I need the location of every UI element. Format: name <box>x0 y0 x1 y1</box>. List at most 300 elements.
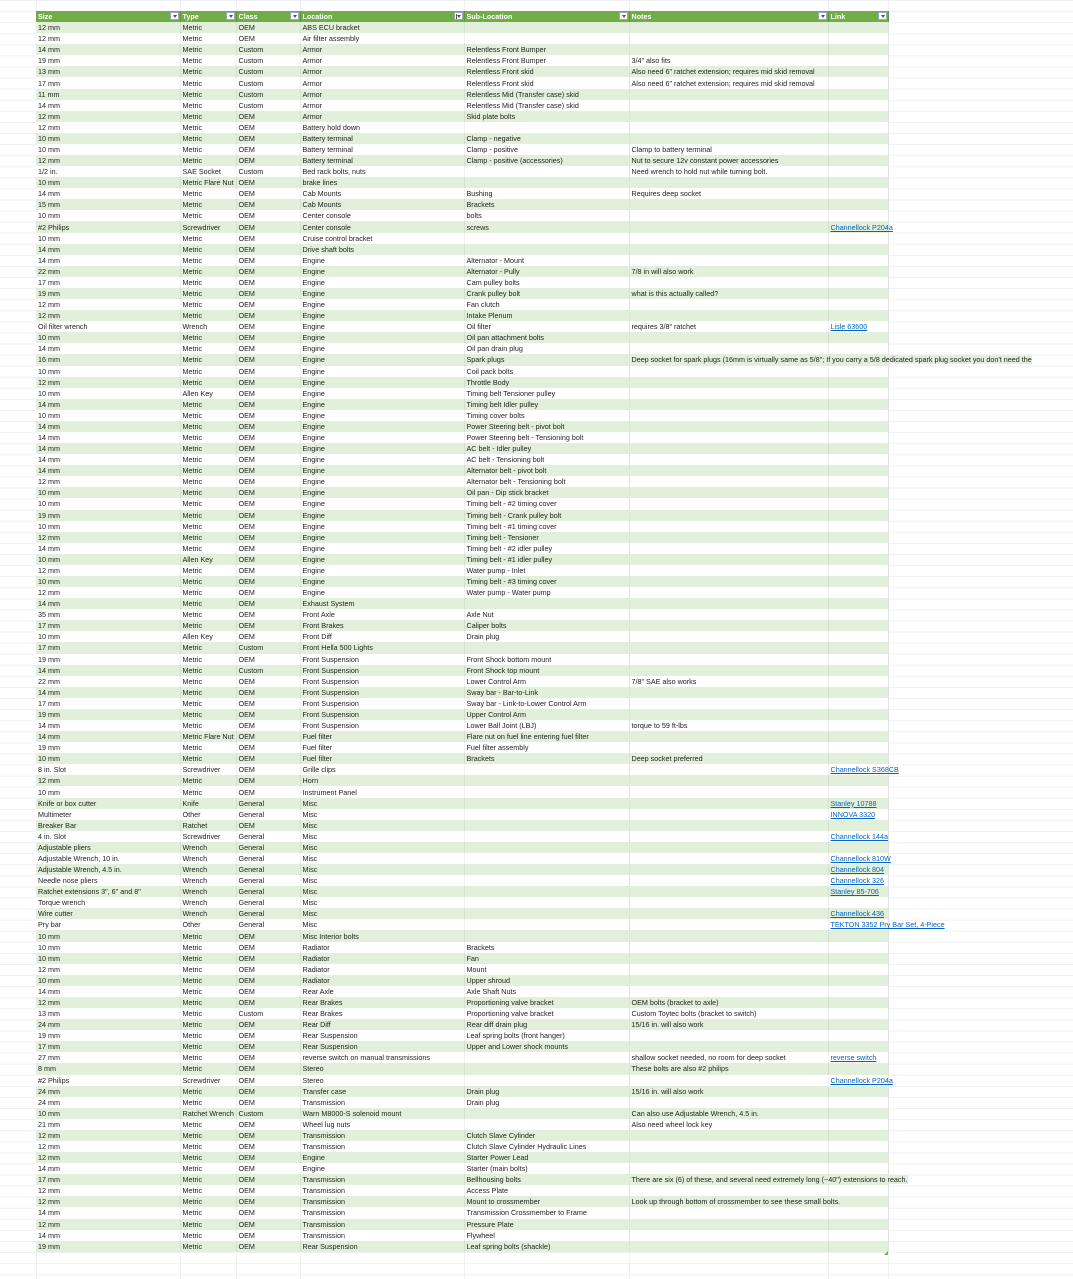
cell-notes <box>629 310 828 321</box>
cell-class: OEM <box>236 975 300 986</box>
cell-size: 12 mm <box>36 111 180 122</box>
table-row <box>36 576 888 587</box>
cell-link <box>828 676 888 687</box>
cell-link <box>828 742 888 753</box>
cell-location: Engine <box>300 454 464 465</box>
cell-type: Metric <box>180 620 236 631</box>
cell-sub-location: Power Steering belt - pivot bolt <box>464 421 629 432</box>
table-row <box>36 144 888 155</box>
cell-notes <box>629 377 828 388</box>
cell-link <box>828 55 888 66</box>
cell-type: Metric <box>180 709 236 720</box>
cell-location: Transfer case <box>300 1086 464 1097</box>
cell-size: 10 mm <box>36 554 180 565</box>
cell-notes <box>629 842 828 853</box>
cell-size: 10 mm <box>36 177 180 188</box>
cell-class: OEM <box>236 731 300 742</box>
cell-sub-location <box>464 864 629 875</box>
notes-text: torque to 59 ft-lbs <box>631 721 688 731</box>
notes-text: Also need 6" ratchet extension; requires mid skid removal <box>631 67 815 77</box>
cell-sub-location <box>464 930 629 941</box>
cell-size: 22 mm <box>36 266 180 277</box>
table-row <box>36 188 888 199</box>
cell-sub-location: Leaf spring bolts (front hanger) <box>464 1030 629 1041</box>
cell-location: Armor <box>300 111 464 122</box>
filter-notes-button[interactable] <box>818 12 827 20</box>
cell-class: OEM <box>236 133 300 144</box>
cell-link <box>828 199 888 210</box>
cell-location: Front Suspension <box>300 687 464 698</box>
cell-class: OEM <box>236 753 300 764</box>
cell-size: 10 mm <box>36 786 180 797</box>
cell-size: 10 mm <box>36 144 180 155</box>
cell-link[interactable]: Channellock P204a <box>828 1075 888 1086</box>
cell-class: General <box>236 908 300 919</box>
filter-sub-location-button[interactable] <box>619 12 628 20</box>
cell-link <box>828 288 888 299</box>
cell-type: Metric <box>180 1230 236 1241</box>
cell-type: Metric <box>180 964 236 975</box>
cell-location: Cab Mounts <box>300 188 464 199</box>
cell-class: Custom <box>236 642 300 653</box>
cell-location: Front Suspension <box>300 654 464 665</box>
table-row <box>36 199 888 210</box>
cell-location: Battery terminal <box>300 144 464 155</box>
cell-sub-location: Intake Plenum <box>464 310 629 321</box>
cell-sub-location: Relentless Mid (Transfer case) skid <box>464 89 629 100</box>
cell-link[interactable]: Channellock 810W <box>828 853 888 864</box>
cell-link <box>828 642 888 653</box>
notes-text: 7/8 in will also work <box>631 266 694 276</box>
cell-type: Metric <box>180 786 236 797</box>
cell-location: Transmission <box>300 1230 464 1241</box>
cell-type: Metric <box>180 687 236 698</box>
cell-type: Metric <box>180 565 236 576</box>
cell-size: 14 mm <box>36 1163 180 1174</box>
cell-class: OEM <box>236 1041 300 1052</box>
table-row <box>36 753 888 764</box>
cell-size: 14 mm <box>36 432 180 443</box>
cell-size: 17 mm <box>36 77 180 88</box>
notes-text: shallow socket needed, no room for deep socket <box>631 1053 786 1063</box>
cell-size: 14 mm <box>36 598 180 609</box>
cell-size: 22 mm <box>36 676 180 687</box>
cell-size: 14 mm <box>36 188 180 199</box>
cell-notes <box>629 1119 828 1130</box>
cell-type: Metric <box>180 1063 236 1074</box>
table-row <box>36 487 888 498</box>
notes-text: These bolts are also #2 philips <box>631 1064 729 1074</box>
cell-size: 13 mm <box>36 66 180 77</box>
cell-size: Breaker Bar <box>36 820 180 831</box>
table-row <box>36 565 888 576</box>
cell-sub-location: Flywheel <box>464 1230 629 1241</box>
cell-link <box>828 366 888 377</box>
cell-class: OEM <box>236 1019 300 1030</box>
cell-link[interactable]: reverse switch <box>828 1052 888 1063</box>
cell-size: 14 mm <box>36 255 180 266</box>
cell-sub-location: Oil filter <box>464 321 629 332</box>
cell-link <box>828 188 888 199</box>
cell-link[interactable]: TEKTON 3352 Pry Bar Set, 4-Piece <box>828 919 888 930</box>
table-row <box>36 1152 888 1163</box>
table-row <box>36 764 888 775</box>
cell-size: 10 mm <box>36 576 180 587</box>
cell-size: 24 mm <box>36 1097 180 1108</box>
column-header-label: Type <box>182 12 199 22</box>
cell-location: Transmission <box>300 1196 464 1207</box>
table-row <box>36 1108 888 1119</box>
filter-size-button[interactable] <box>170 12 179 20</box>
cell-link[interactable]: Channellock 144a <box>828 831 888 842</box>
cell-sub-location: AC belt - Idler pulley <box>464 443 629 454</box>
cell-size: 14 mm <box>36 421 180 432</box>
cell-location: Front Suspension <box>300 665 464 676</box>
table-row <box>36 266 888 277</box>
cell-sub-location <box>464 233 629 244</box>
cell-sub-location: Proportioning valve bracket <box>464 997 629 1008</box>
cell-link <box>828 654 888 665</box>
cell-notes <box>629 288 828 299</box>
filter-type-button[interactable] <box>226 12 235 20</box>
table-row <box>36 1119 888 1130</box>
table-row <box>36 930 888 941</box>
cell-size: 14 mm <box>36 731 180 742</box>
cell-location: Front Hella 500 Lights <box>300 642 464 653</box>
column-header-type[interactable] <box>180 11 236 22</box>
column-header-sub-location[interactable] <box>464 11 629 22</box>
cell-notes <box>629 1063 828 1074</box>
cell-link[interactable]: Stanley 10788 <box>828 798 888 809</box>
column-header-class[interactable] <box>236 11 300 22</box>
cell-location: Engine <box>300 521 464 532</box>
cell-class: OEM <box>236 465 300 476</box>
cell-type: Metric <box>180 753 236 764</box>
cell-class: OEM <box>236 310 300 321</box>
cell-size: 10 mm <box>36 487 180 498</box>
cell-size: 12 mm <box>36 532 180 543</box>
cell-class: Custom <box>236 66 300 77</box>
cell-link <box>828 930 888 941</box>
cell-class: OEM <box>236 687 300 698</box>
table-row <box>36 1230 888 1241</box>
cell-class: Custom <box>236 44 300 55</box>
cell-size: Torque wrench <box>36 897 180 908</box>
table-row <box>36 166 888 177</box>
notes-text: what is this actually called? <box>631 288 719 298</box>
cell-location: Engine <box>300 432 464 443</box>
cell-type: Metric <box>180 487 236 498</box>
cell-link[interactable]: Stanley 85-706 <box>828 886 888 897</box>
cell-class: Custom <box>236 77 300 88</box>
cell-location: Wheel lug nuts <box>300 1119 464 1130</box>
tools-table <box>36 11 1032 1252</box>
cell-size: 19 mm <box>36 654 180 665</box>
cell-location: Engine <box>300 576 464 587</box>
cell-notes <box>629 166 828 177</box>
column-header-label: Class <box>238 12 258 22</box>
cell-location: Misc <box>300 908 464 919</box>
cell-notes <box>629 975 828 986</box>
cell-link[interactable]: Channellock 436 <box>828 908 888 919</box>
table-row <box>36 22 888 33</box>
cell-sub-location: Water pump - Water pump <box>464 587 629 598</box>
cell-notes <box>629 720 828 731</box>
cell-location: Horn <box>300 775 464 786</box>
cell-location: Front Axle <box>300 609 464 620</box>
cell-notes <box>629 620 828 631</box>
cell-link <box>828 255 888 266</box>
cell-type: Metric <box>180 399 236 410</box>
cell-link <box>828 266 888 277</box>
cell-link <box>828 299 888 310</box>
cell-type: Metric <box>180 654 236 665</box>
cell-size: 16 mm <box>36 354 180 365</box>
cell-type: Metric <box>180 1130 236 1141</box>
filter-class-button[interactable] <box>290 12 299 20</box>
notes-text: Need wrench to hold nut while turning bolt. <box>631 167 768 177</box>
cell-location: Engine <box>300 410 464 421</box>
cell-link[interactable]: INNOVA 3320 <box>828 809 888 820</box>
cell-class: OEM <box>236 454 300 465</box>
cell-class: OEM <box>236 953 300 964</box>
cell-link <box>828 953 888 964</box>
cell-location: Engine <box>300 266 464 277</box>
cell-class: OEM <box>236 775 300 786</box>
cell-size: 12 mm <box>36 377 180 388</box>
cell-type: Metric <box>180 1030 236 1041</box>
cell-type: Metric <box>180 377 236 388</box>
cell-link[interactable]: Channellock 326 <box>828 875 888 886</box>
cell-notes <box>629 631 828 642</box>
table-row <box>36 687 888 698</box>
cell-location: Engine <box>300 321 464 332</box>
cell-link <box>828 565 888 576</box>
table-row <box>36 1185 888 1196</box>
table-row <box>36 77 888 88</box>
cell-sub-location: Mount <box>464 964 629 975</box>
filter-link-button[interactable] <box>878 12 887 20</box>
cell-class: OEM <box>236 388 300 399</box>
cell-type: Wrench <box>180 842 236 853</box>
cell-sub-location: Brackets <box>464 199 629 210</box>
cell-size: 14 mm <box>36 543 180 554</box>
cell-class: OEM <box>236 997 300 1008</box>
notes-text: 15/16 in. will also work <box>631 1086 704 1096</box>
cell-sub-location: Upper shroud <box>464 975 629 986</box>
cell-notes <box>629 964 828 975</box>
cell-sub-location: Upper Control Arm <box>464 709 629 720</box>
cell-size: 12 mm <box>36 155 180 166</box>
cell-size: 12 mm <box>36 476 180 487</box>
cell-link <box>828 598 888 609</box>
table-row <box>36 665 888 676</box>
cell-location: Misc Interior bolts <box>300 930 464 941</box>
table-row <box>36 476 888 487</box>
cell-location: Engine <box>300 377 464 388</box>
cell-sub-location <box>464 886 629 897</box>
cell-link[interactable]: Lisle 63600 <box>828 321 888 332</box>
cell-notes <box>629 942 828 953</box>
column-header-label: Notes <box>631 12 652 22</box>
cell-notes <box>629 1030 828 1041</box>
cell-sub-location <box>464 842 629 853</box>
cell-class: OEM <box>236 244 300 255</box>
cell-type: Screwdriver <box>180 1075 236 1086</box>
cell-class: General <box>236 897 300 908</box>
cell-size: 12 mm <box>36 997 180 1008</box>
cell-type: Metric <box>180 576 236 587</box>
cell-type: Metric <box>180 609 236 620</box>
cell-link <box>828 709 888 720</box>
cell-link[interactable]: Channellock S368CB <box>828 764 888 775</box>
cell-sub-location: Relentless Mid (Transfer case) skid <box>464 100 629 111</box>
cell-size: 14 mm <box>36 1230 180 1241</box>
cell-size: 17 mm <box>36 620 180 631</box>
cell-size: 17 mm <box>36 698 180 709</box>
cell-size: 15 mm <box>36 199 180 210</box>
cell-link <box>828 620 888 631</box>
cell-link <box>828 487 888 498</box>
cell-link <box>828 1219 888 1230</box>
cell-size: 10 mm <box>36 332 180 343</box>
cell-notes <box>629 919 828 930</box>
cell-link <box>828 1230 888 1241</box>
notes-text: There are six (6) of these, and several need extremely long (~40") extensions to reach. <box>631 1175 908 1185</box>
table-row <box>36 831 888 842</box>
cell-type: Wrench <box>180 886 236 897</box>
table-row <box>36 942 888 953</box>
cell-class: OEM <box>236 1207 300 1218</box>
cell-sub-location <box>464 33 629 44</box>
cell-type: Other <box>180 809 236 820</box>
cell-notes <box>629 798 828 809</box>
cell-type: SAE Socket <box>180 166 236 177</box>
cell-link <box>828 410 888 421</box>
cell-notes <box>629 354 1032 365</box>
cell-sub-location: bolts <box>464 210 629 221</box>
cell-class: OEM <box>236 532 300 543</box>
cell-type: Metric <box>180 332 236 343</box>
cell-size: Adjustable Wrench, 10 in. <box>36 853 180 864</box>
filter-location-button[interactable] <box>454 12 463 20</box>
cell-class: OEM <box>236 742 300 753</box>
cell-notes <box>629 77 828 88</box>
cell-sub-location: Skid plate bolts <box>464 111 629 122</box>
notes-text: OEM bolts (bracket to axle) <box>631 997 719 1007</box>
cell-link <box>828 698 888 709</box>
cell-type: Metric <box>180 111 236 122</box>
cell-sub-location: Timing belt - #2 idler pulley <box>464 543 629 554</box>
cell-sub-location: Clamp - positive <box>464 144 629 155</box>
cell-class: OEM <box>236 764 300 775</box>
cell-link <box>828 1063 888 1074</box>
cell-location: Armor <box>300 89 464 100</box>
column-header-notes[interactable] <box>629 11 828 22</box>
cell-size: 10 mm <box>36 366 180 377</box>
cell-location: Engine <box>300 465 464 476</box>
cell-class: OEM <box>236 33 300 44</box>
cell-type: Metric <box>180 1086 236 1097</box>
cell-size: Ratchet extensions 3", 6" and 8" <box>36 886 180 897</box>
cell-class: OEM <box>236 354 300 365</box>
cell-type: Metric <box>180 521 236 532</box>
cell-type: Metric <box>180 598 236 609</box>
cell-class: OEM <box>236 1141 300 1152</box>
cell-class: OEM <box>236 676 300 687</box>
cell-type: Metric <box>180 454 236 465</box>
cell-class: OEM <box>236 786 300 797</box>
table-row <box>36 532 888 543</box>
cell-class: OEM <box>236 1030 300 1041</box>
cell-link <box>828 454 888 465</box>
cell-size: 12 mm <box>36 1185 180 1196</box>
column-header-link[interactable] <box>828 11 888 22</box>
cell-sub-location <box>464 786 629 797</box>
cell-sub-location: Crank pulley bolt <box>464 288 629 299</box>
column-header-location[interactable] <box>300 11 464 22</box>
cell-class: Custom <box>236 665 300 676</box>
cell-size: 19 mm <box>36 742 180 753</box>
cell-location: Misc <box>300 831 464 842</box>
cell-link[interactable]: Channellock 804 <box>828 864 888 875</box>
cell-location: Armor <box>300 66 464 77</box>
cell-link <box>828 177 888 188</box>
cell-class: OEM <box>236 410 300 421</box>
cell-location: Cab Mounts <box>300 199 464 210</box>
table-row <box>36 122 888 133</box>
table-row <box>36 133 888 144</box>
table-row <box>36 255 888 266</box>
cell-sub-location: Pressure Plate <box>464 1219 629 1230</box>
cell-type: Screwdriver <box>180 221 236 232</box>
cell-location: Front Suspension <box>300 676 464 687</box>
cell-link <box>828 399 888 410</box>
cell-type: Metric <box>180 476 236 487</box>
cell-notes <box>629 554 828 565</box>
table-row <box>36 964 888 975</box>
cell-type: Metric <box>180 1097 236 1108</box>
cell-size: 14 mm <box>36 1207 180 1218</box>
cell-location: Misc <box>300 798 464 809</box>
cell-notes <box>629 177 828 188</box>
cell-notes <box>629 332 828 343</box>
cell-notes <box>629 255 828 266</box>
cell-sub-location: Timing belt - #1 timing cover <box>464 521 629 532</box>
cell-sub-location: Relentless Front skid <box>464 66 629 77</box>
cell-location: Engine <box>300 388 464 399</box>
cell-notes <box>629 576 828 587</box>
cell-class: OEM <box>236 1196 300 1207</box>
table-resize-handle[interactable] <box>884 1251 888 1255</box>
table-row <box>36 377 888 388</box>
cell-link <box>828 421 888 432</box>
table-row <box>36 975 888 986</box>
cell-location: Front Suspension <box>300 698 464 709</box>
cell-link[interactable]: Channellock P204a <box>828 221 888 232</box>
cell-link <box>828 66 888 77</box>
cell-class: OEM <box>236 255 300 266</box>
cell-location: Transmission <box>300 1141 464 1152</box>
cell-type: Metric <box>180 953 236 964</box>
cell-sub-location: Relentless Front Bumper <box>464 55 629 66</box>
column-header-size[interactable] <box>36 11 180 22</box>
cell-sub-location <box>464 22 629 33</box>
cell-type: Metric <box>180 155 236 166</box>
cell-size: 12 mm <box>36 1219 180 1230</box>
table-row <box>36 798 888 809</box>
cell-type: Allen Key <box>180 631 236 642</box>
